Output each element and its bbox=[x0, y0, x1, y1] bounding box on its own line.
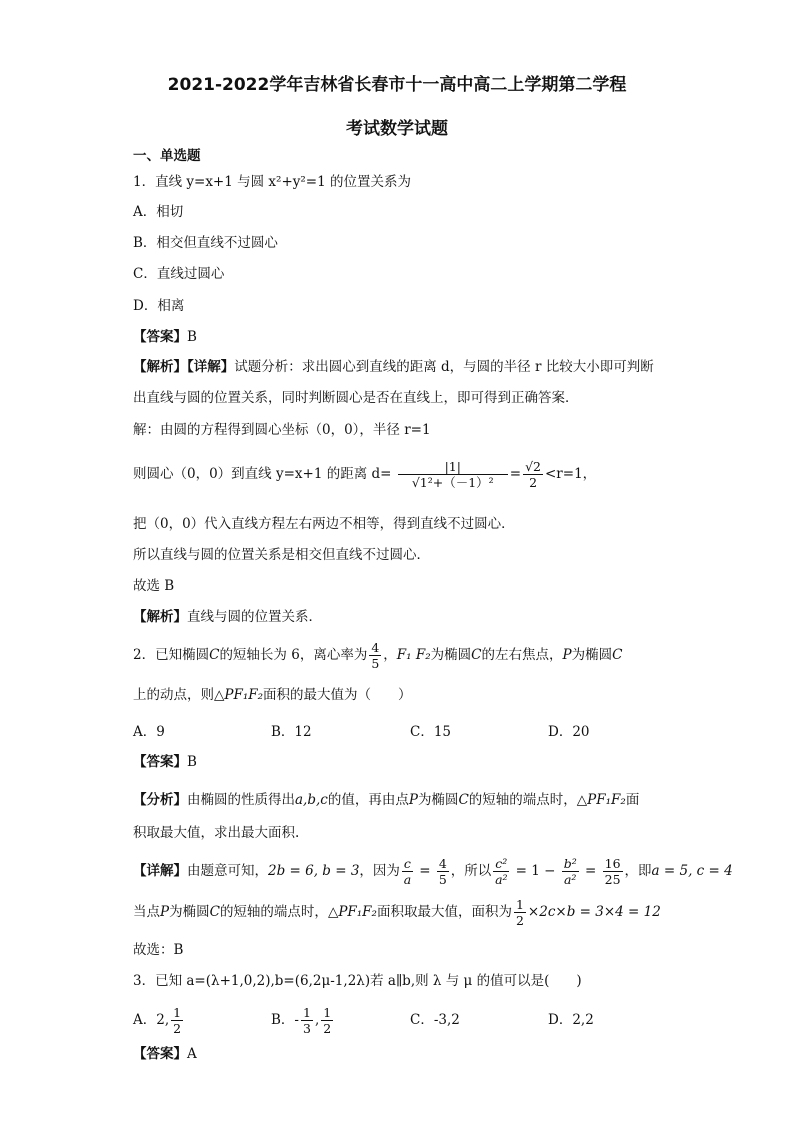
q2-text: 为椭圆 bbox=[169, 904, 210, 920]
frac-den: 5 bbox=[438, 872, 447, 887]
frac-half bbox=[514, 897, 526, 928]
frac-num: 16 bbox=[604, 856, 621, 871]
math-expr: 2b = 6, b = 3 bbox=[268, 863, 360, 879]
q1-solution-line-3: 把（0，0）代入直线方程左右两边不相等，得到直线不过圆心． bbox=[133, 516, 515, 532]
distance-text: 则圆心（0，0）到直线 y=x+1 的距离 d= bbox=[133, 466, 392, 482]
q2-text: 2．已知椭圆 bbox=[133, 647, 210, 663]
q2-stem-line-2 bbox=[133, 686, 412, 704]
equals-sign: = bbox=[509, 466, 522, 482]
frac-num: b² bbox=[563, 856, 577, 871]
q2-text: 面 bbox=[625, 792, 640, 808]
option-text: B．- bbox=[271, 1012, 299, 1028]
frac-c-a bbox=[402, 856, 413, 887]
math-expr: a = 5, c = 4 bbox=[651, 863, 733, 879]
frac-den: a bbox=[403, 872, 412, 887]
q1-solution-line-2 bbox=[133, 455, 596, 493]
kp-text: 直线与圆的位置关系． bbox=[187, 609, 322, 625]
q1-option-b: B．相交但直线不过圆心 bbox=[133, 235, 278, 251]
q2-text: 由椭圆的性质得出 bbox=[187, 792, 295, 808]
frac-1-2 bbox=[171, 1005, 183, 1036]
var-c: C bbox=[209, 904, 220, 920]
section-header: 一、单选题 bbox=[133, 148, 201, 164]
frac-num: 4 bbox=[438, 856, 447, 871]
q3-option-b: B．- $\frac{1}{3}$ , $\frac{1}{2}$ bbox=[271, 1005, 332, 1036]
frac-b2-a2 bbox=[562, 856, 579, 887]
q2-analysis-line-2: 积取最大值，求出最大面积. bbox=[133, 825, 300, 841]
var-p: P bbox=[562, 647, 572, 663]
q1-option-c: C．直线过圆心 bbox=[133, 266, 225, 282]
math-expr: = 1 − bbox=[511, 863, 560, 879]
var-c: C bbox=[458, 792, 469, 808]
frac-den: 2 bbox=[173, 1021, 182, 1036]
distance-numerator: |1| bbox=[398, 459, 508, 475]
frac-den: 2 bbox=[323, 1021, 332, 1036]
q2-stem-line-1 bbox=[133, 638, 622, 672]
var-triangle: △PF₁F₂ bbox=[576, 792, 626, 808]
q1-option-d: D．相离 bbox=[133, 298, 185, 314]
root2-numerator: √2 bbox=[525, 459, 541, 474]
equals-sign: = bbox=[580, 863, 601, 879]
q3-option-c: C．-3,2 bbox=[410, 1012, 460, 1028]
q1-stem: 1．直线 y=x+1 与圆 x²+y²=1 的位置关系为 bbox=[133, 174, 411, 190]
q2-text: ， bbox=[383, 647, 397, 663]
var-triangle: △PF₁F₂ bbox=[327, 904, 377, 920]
q2-detail-line-2 bbox=[133, 895, 661, 929]
var-p: P bbox=[408, 792, 418, 808]
var-p: P bbox=[160, 904, 170, 920]
q2-text: ，所以 bbox=[450, 863, 492, 879]
frac-num: 1 bbox=[323, 1005, 332, 1020]
var-c: C bbox=[209, 647, 220, 663]
frac-c2-a2 bbox=[493, 856, 509, 887]
answer-value: B bbox=[187, 754, 197, 770]
frac-den: 2 bbox=[515, 913, 524, 928]
q2-text: 由题意可知， bbox=[187, 863, 268, 879]
distance-denominator: √1²+（－1）² bbox=[411, 475, 494, 490]
q1-knowledge-point bbox=[133, 608, 322, 626]
var-triangle: △PF₁F₂ bbox=[214, 687, 264, 703]
q2-option-c: C．15 bbox=[410, 724, 452, 740]
answer-tag: 【答案】 bbox=[133, 329, 187, 345]
q2-text: 的短轴的端点时， bbox=[219, 904, 328, 920]
q1-solution-line-4: 所以直线与圆的位置关系是相交但直线不过圆心． bbox=[133, 547, 430, 563]
document-title-line-2: 考试数学试题 bbox=[346, 119, 448, 139]
frac-den: 3 bbox=[302, 1021, 311, 1036]
frac-den: 25 bbox=[604, 872, 621, 887]
q2-text: 上的动点，则 bbox=[133, 687, 214, 703]
frac-num: 1 bbox=[515, 897, 524, 912]
answer-value: A bbox=[187, 1046, 197, 1062]
distance-fraction bbox=[398, 459, 508, 490]
option-text: A．2, bbox=[133, 1012, 170, 1028]
frac-num: c² bbox=[495, 856, 508, 871]
q2-option-a: A．9 bbox=[133, 724, 165, 740]
root2-over-2-fraction bbox=[523, 459, 543, 490]
q2-analysis-line-1 bbox=[133, 791, 639, 809]
q1-solution-line-5: 故选 B bbox=[133, 578, 175, 594]
frac-1-2 bbox=[321, 1005, 333, 1036]
kp-tag: 【解析】 bbox=[133, 609, 187, 625]
analysis-tag: 【分析】 bbox=[133, 792, 187, 808]
frac-den: 5 bbox=[371, 656, 380, 671]
var-c: C bbox=[471, 647, 482, 663]
q2-text: 面积取最大值，面积为 bbox=[376, 904, 512, 920]
radius-comparison: <r=1， bbox=[545, 466, 597, 482]
eccentricity-fraction bbox=[369, 640, 381, 671]
q2-text: 为椭圆 bbox=[430, 647, 472, 663]
q2-text: 的值，再由点 bbox=[327, 792, 409, 808]
frac-num: c bbox=[403, 856, 411, 871]
answer-tag: 【答案】 bbox=[133, 754, 187, 770]
frac-num: 1 bbox=[173, 1005, 182, 1020]
root2-denominator: 2 bbox=[529, 475, 538, 490]
detail-tag: 【详解】 bbox=[133, 863, 187, 879]
q3-stem: 3．已知 a=(λ+1,0,2),b=(6,2μ-1,2λ)若 a∥b,则 λ 与 μ 的值可以是( ) bbox=[133, 973, 582, 989]
q2-answer bbox=[133, 753, 197, 771]
analysis-text: 试题分析：求出圆心到直线的距离 d，与圆的半径 r 比较大小即可判断 bbox=[234, 359, 654, 375]
var-c: C bbox=[612, 647, 623, 663]
q2-text: 面积的最大值为（ ） bbox=[263, 687, 412, 703]
q2-detail-line-1 bbox=[133, 852, 733, 890]
q3-option-d: D．2,2 bbox=[548, 1012, 594, 1028]
q2-text: ，因为 bbox=[359, 863, 400, 879]
answer-tag: 【答案】 bbox=[133, 1046, 187, 1062]
q2-text: 为椭圆 bbox=[571, 647, 613, 663]
frac-num: 1 bbox=[302, 1005, 311, 1020]
frac-16-25 bbox=[603, 856, 623, 887]
q3-answer bbox=[133, 1045, 197, 1063]
analysis-tag: 【解析】【详解】 bbox=[133, 359, 235, 375]
frac-1-3 bbox=[301, 1005, 313, 1036]
q2-text: 的短轴的端点时， bbox=[468, 792, 577, 808]
answer-value: B bbox=[187, 329, 197, 345]
equals-sign: = bbox=[414, 863, 435, 879]
document-title-line-1: 2021-2022学年吉林省长春市十一高中高二上学期第二学程 bbox=[167, 75, 627, 95]
q1-solution-line-1: 解：由圆的方程得到圆心坐标（0，0），半径 r=1 bbox=[133, 422, 431, 438]
q2-option-d: D．20 bbox=[548, 724, 590, 740]
var-abc: a,b,c bbox=[295, 792, 328, 808]
q1-analysis-line-1 bbox=[133, 358, 654, 376]
var-f1f2: F₁ F₂ bbox=[396, 647, 431, 663]
q2-conclusion: 故选：B bbox=[133, 942, 184, 958]
q2-text: ，即 bbox=[624, 863, 652, 879]
q2-text: 的左右焦点， bbox=[481, 647, 563, 663]
q1-option-a: A．相切 bbox=[133, 204, 184, 220]
q2-option-b: B．12 bbox=[271, 724, 312, 740]
math-expr: ×2c×b = 3×4 = 12 bbox=[527, 904, 661, 920]
q2-text: 为椭圆 bbox=[417, 792, 459, 808]
q1-analysis-line-2: 出直线与圆的位置关系，同时判断圆心是否在直线上，即可得到正确答案． bbox=[133, 390, 579, 406]
frac-4-5 bbox=[437, 856, 449, 887]
q3-option-a bbox=[133, 1003, 185, 1037]
q1-answer bbox=[133, 328, 197, 346]
frac-den: a² bbox=[563, 872, 577, 887]
frac-den: a² bbox=[495, 872, 508, 887]
q2-text: 的短轴长为 6，离心率为 bbox=[219, 647, 368, 663]
frac-num: 4 bbox=[371, 640, 380, 655]
q2-text: 当点 bbox=[133, 904, 160, 920]
